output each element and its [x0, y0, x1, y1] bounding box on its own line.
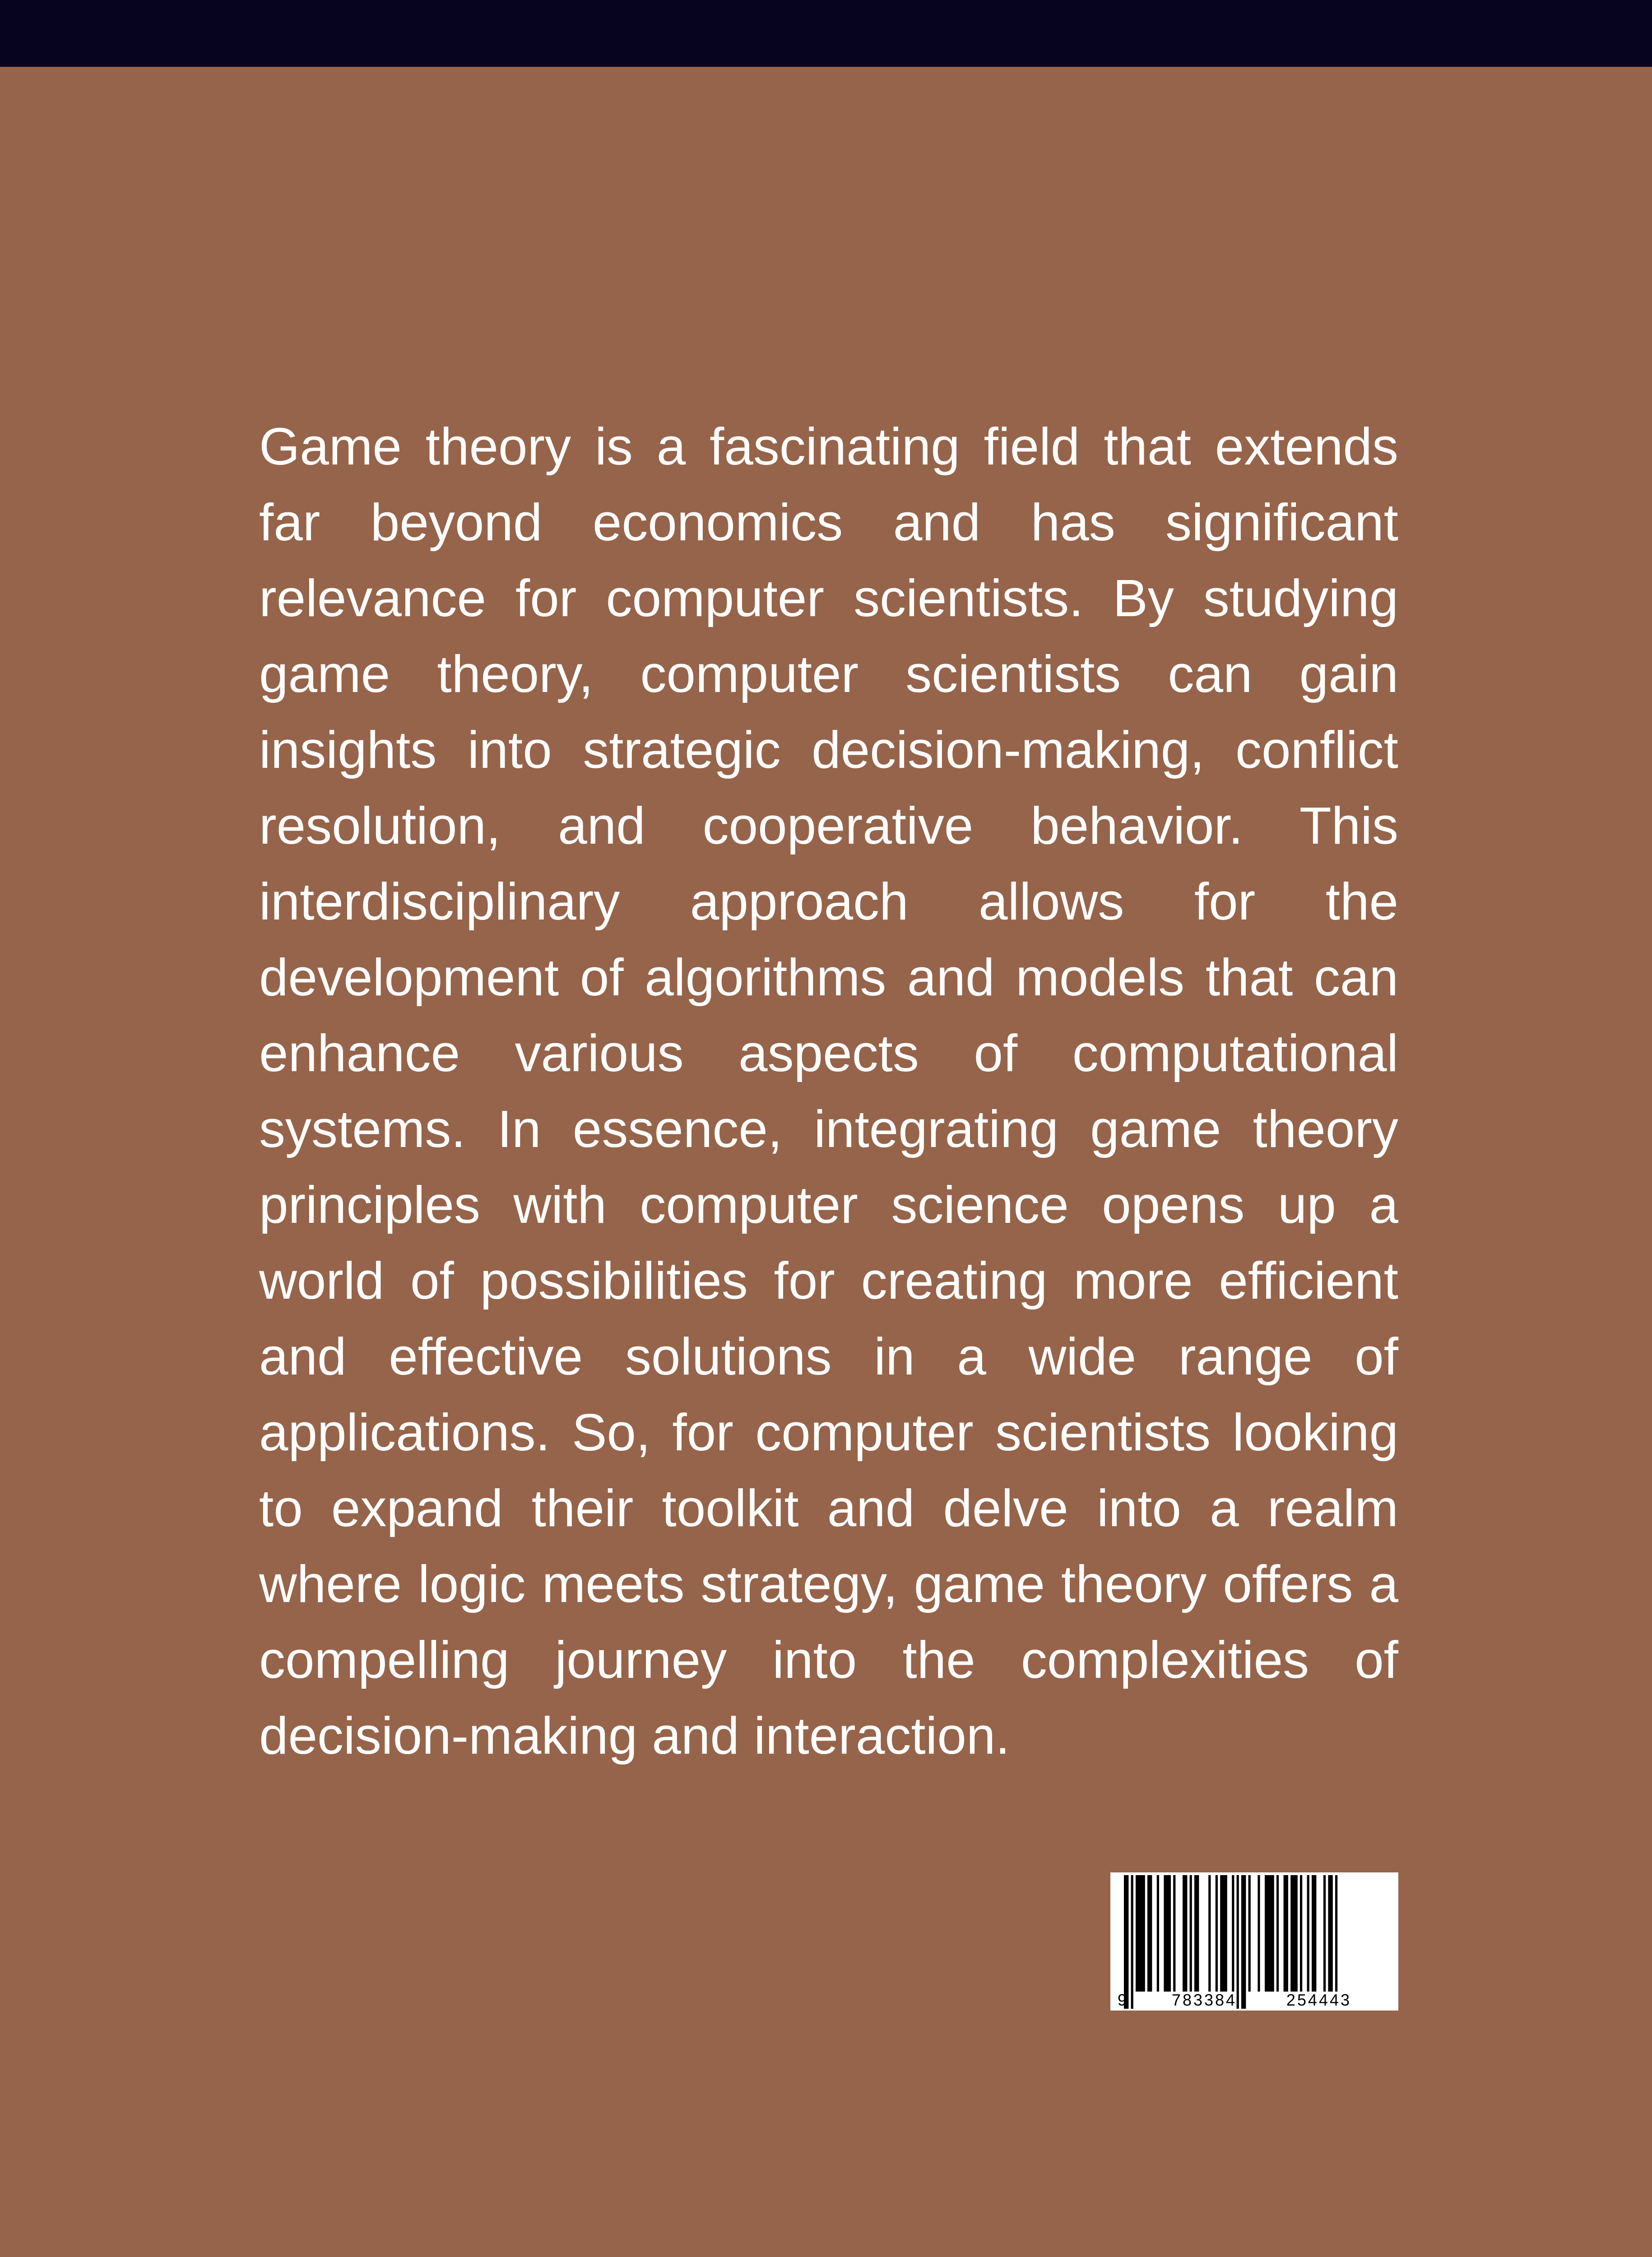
- barcode-bar: [1147, 1875, 1152, 1992]
- barcode-bar: [1164, 1875, 1171, 1992]
- barcode-bar: [1232, 1875, 1234, 1992]
- barcode-bar: [1237, 1875, 1239, 2009]
- cover-blurb-text: Game theory is a fascinating field that extends far beyond economics and has significant relevance for computer scientists. By studying game theory, computer scientists can gain insights into strategic decision-making, conflict resolution, and cooperative behavior. This interdisciplinary approach allows for the development of algorithms and models that can enhance various aspects of computational systems. In essence, integrating game theory principles with computer science opens up a world of possibilities for creating more efficient and effective solutions in a wide range of applications. So, for computer scientists looking to expand their toolkit and delve into a realm where logic meets strategy, game theory offers a compelling journey into the complexities of decision-making and interaction.: [259, 417, 1398, 1765]
- barcode-bar: [1216, 1875, 1218, 1992]
- barcode-bar: [1312, 1875, 1316, 1992]
- barcode-bars: [1124, 1875, 1337, 2009]
- barcode-bar: [1335, 1875, 1337, 1992]
- barcode-bar: [1328, 1875, 1332, 1992]
- barcode-bar: [1290, 1875, 1298, 1992]
- barcode-bar: [1265, 1875, 1274, 1992]
- barcode-bar: [1300, 1875, 1302, 1992]
- barcode-bar: [1307, 1875, 1309, 1992]
- barcode-left-digits: 783384: [1171, 1991, 1237, 2009]
- barcode-bar: [1183, 1875, 1187, 1992]
- barcode-bar: [1124, 1875, 1128, 2009]
- barcode-bar: [1173, 1875, 1175, 1992]
- barcode-bar: [1323, 1875, 1326, 1992]
- barcode-bar: [1136, 1875, 1145, 1992]
- barcode-bar: [1276, 1875, 1279, 1992]
- barcode-bar: [1248, 1875, 1251, 1992]
- barcode-lead-digit: 9: [1117, 1991, 1127, 2009]
- barcode-bar: [1194, 1875, 1199, 1992]
- barcode-bar: [1157, 1875, 1159, 1992]
- barcode-bar: [1258, 1875, 1260, 1992]
- isbn-barcode: [1110, 1872, 1398, 2011]
- barcode-bar: [1241, 1875, 1246, 2009]
- barcode-bar: [1220, 1875, 1227, 1992]
- barcode-bar: [1190, 1875, 1192, 1992]
- barcode-bar: [1208, 1875, 1211, 1992]
- top-frame-bar: [0, 0, 1652, 67]
- barcode-right-digits: 254443: [1286, 1991, 1352, 2009]
- barcode-bar: [1131, 1875, 1133, 2009]
- barcode-bar: [1284, 1875, 1288, 1992]
